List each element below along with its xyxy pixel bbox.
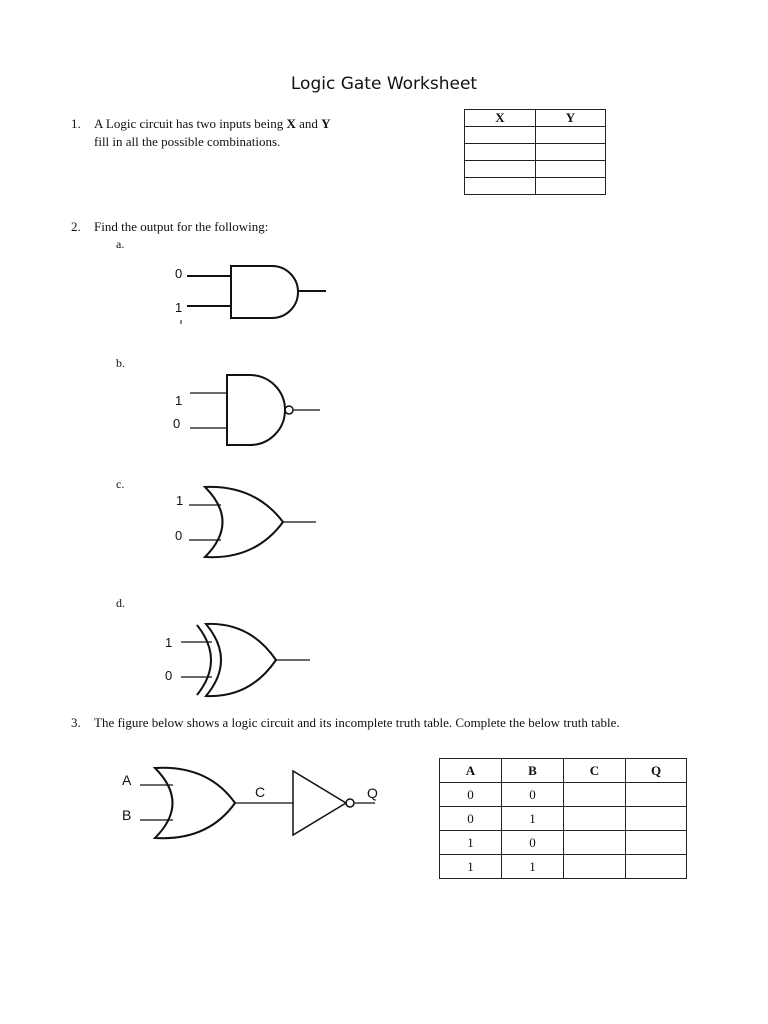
cell-b: 0	[502, 831, 564, 855]
q3-mid-label: C	[255, 784, 266, 800]
answer-cell[interactable]	[626, 783, 687, 807]
answer-cell[interactable]	[564, 807, 626, 831]
q1-number: 1.	[71, 116, 81, 131]
answer-cell[interactable]	[626, 807, 687, 831]
q2-part-c-label: c.	[116, 477, 125, 491]
answer-cell[interactable]	[626, 855, 687, 879]
q2-number: 2.	[71, 219, 81, 234]
cell-b: 1	[502, 807, 564, 831]
q2d-input-1: 1	[165, 635, 173, 650]
q2a-input-1: 0	[175, 266, 183, 281]
q2a-input-2: 1	[175, 300, 183, 315]
q2c-input-2: 0	[175, 528, 183, 543]
q3-input-a-label: A	[122, 772, 132, 788]
q1-text-pre: A Logic circuit has two inputs being	[94, 116, 287, 131]
q2b-input-1: 1	[175, 393, 183, 408]
q3-truth-table	[439, 758, 687, 879]
header-x: X	[465, 110, 536, 127]
cell-b: 0	[502, 783, 564, 807]
q1-var-x: X	[286, 116, 296, 131]
q2c-input-1: 1	[176, 493, 184, 508]
header-c: C	[564, 759, 626, 783]
header-b: B	[502, 759, 564, 783]
q2-part-d-label: d.	[116, 596, 125, 610]
answer-cell[interactable]	[626, 831, 687, 855]
table-row	[440, 807, 687, 831]
q1-line2: fill in all the possible combinations.	[94, 134, 281, 149]
cell-a: 1	[440, 831, 502, 855]
header-q: Q	[626, 759, 687, 783]
q1-text-mid: and	[295, 116, 322, 131]
q3-input-b-label: B	[122, 807, 132, 823]
q1-var-y: Y	[321, 116, 331, 131]
cell-a: 0	[440, 807, 502, 831]
table-row	[440, 783, 687, 807]
q2d-input-2: 0	[165, 668, 173, 683]
answer-cell[interactable]	[564, 783, 626, 807]
q2-text: Find the output for the following:	[94, 219, 269, 234]
header-y: Y	[536, 110, 606, 127]
cell-a: 1	[440, 855, 502, 879]
table-row	[440, 855, 687, 879]
header-a: A	[440, 759, 502, 783]
cell-a: 0	[440, 783, 502, 807]
q3-output-label: Q	[367, 785, 378, 801]
q2-part-b-label: b.	[116, 356, 125, 370]
q3-number: 3.	[71, 715, 81, 730]
q2b-input-2: 0	[173, 416, 181, 431]
page-title: Logic Gate Worksheet	[290, 74, 478, 94]
q2-part-a-label: a.	[116, 237, 125, 251]
table-header-row	[440, 759, 687, 783]
cell-b: 1	[502, 855, 564, 879]
table-row	[440, 831, 687, 855]
answer-cell[interactable]	[564, 855, 626, 879]
answer-cell[interactable]	[564, 831, 626, 855]
q3-text: The figure below shows a logic circuit and its incomplete truth table. Complete the below truth table.	[94, 715, 620, 730]
